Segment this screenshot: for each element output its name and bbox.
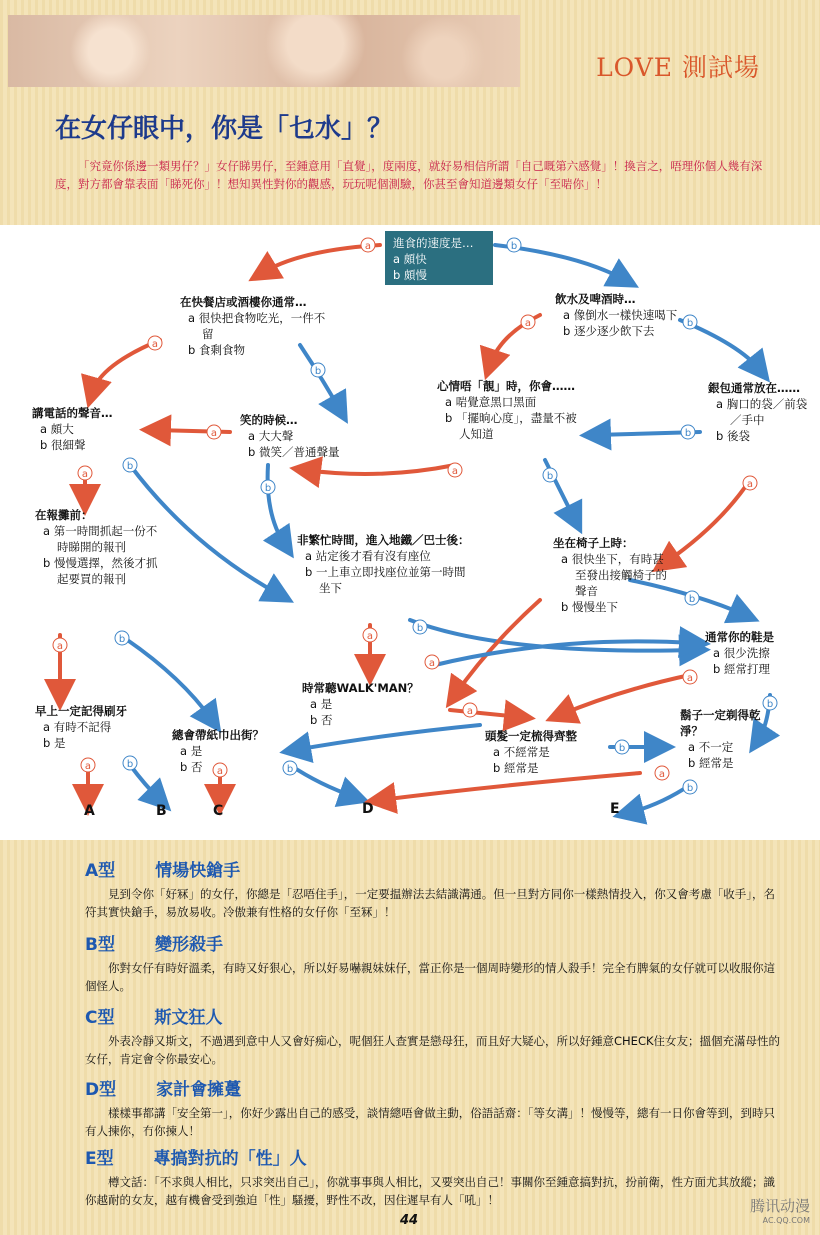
svg-text:a: a [81,469,89,480]
svg-text:a: a [364,241,372,252]
section-title: LOVE 測試場 [596,53,760,82]
svg-text:a: a [428,658,436,669]
svg-text:b: b [546,471,554,482]
svg-text:a: a [746,479,754,490]
svg-text:b: b [686,783,694,794]
result-letter-a: A [84,803,95,819]
svg-text:b: b [314,366,322,377]
question-mood: 心情唔「靚」時，你會…… a 啱覺意黑口黑面 b 「擺晌心度」，盡量不被人知道 [437,379,577,441]
svg-text:a: a [84,761,92,772]
page-number: 44 [400,1213,419,1228]
result-letter-c: C [213,803,224,819]
question-newsstand: 在報攤前： a 第一時間抓起一份不時睇開的報刊 b 慢慢選擇，然後才抓起要買的報刊 [35,508,158,586]
result-type-a: A型 情場快鎗手 見到令你「好冧」的女仔，你總是「忍唔住手」，一定要揾辦法去結識溝通。但一旦對方同你一樣熱情投入，你又會考慮「收手」，名符其實快鎗手，易放易收。冷傲兼有性格的女仔你「至冧」！ [85,861,775,919]
question-drink: 飲水及啤酒時… a 像倒水一樣快速喝下 b 逐少逐少飲下去 [555,292,678,338]
svg-text:b: b [264,483,272,494]
svg-text:a: a [216,766,224,777]
question-walkman: 時常聽WALK'MAN？ a 是 b 否 [302,681,419,727]
question-beard: 鬍子一定剃得乾淨？ a 不一定 b 經常是 [680,708,761,770]
svg-text:a: a [210,428,218,439]
svg-text:b: b [618,743,626,754]
svg-text:b: b [416,623,424,634]
question-brush: 早上一定記得刷牙 a 有時不記得 b 是 [35,704,127,750]
arrow-walkman-b [295,725,480,750]
question-start: 進食的速度是… a 頗快 b 頗慢 [385,231,493,285]
result-letter-e: E [610,801,620,817]
arrow-shoes-a [560,675,690,715]
svg-text:b: b [510,241,518,252]
arrow-beard-b [628,785,690,813]
svg-text:a: a [366,631,374,642]
question-laugh: 笑的時候… a 大大聲 b 微笑／普通聲量 [240,413,340,459]
arrow-walkman-link [435,641,695,665]
result-type-b: B型 變形殺手 你對女仔有時好溫柔，有時又好狠心，所以好易嚇親妹妹仔，當正你是一個周時變形的情人殺手！完全冇脾氣的女仔就可以收服你這個怪人。 [85,935,775,993]
svg-text:a: a [524,318,532,329]
svg-text:a: a [451,466,459,477]
svg-text:a: a [56,641,64,652]
watermark: 腾讯动漫 AC.QQ.COM [749,1197,810,1225]
arrow-brush-b [130,765,160,800]
svg-text:b: b [688,594,696,605]
svg-text:b: b [686,318,694,329]
arrow-wallet-a [665,480,750,563]
question-tissue: 總會帶紙巾出街？ a 是 b 否 [172,728,264,774]
svg-text:a: a [658,769,666,780]
intro-text: 「究竟你係邊一類男仔？」女仔睇男仔，至鍾意用「直覺」，度兩度，就好易相信所謂「自己嘅第六感覺」！換言之，唔理你個人幾有深度，對方都會靠表面「睇死你」！想知異性對你的觀感，玩玩呢個測驗，你甚至會知道邊類女仔「至啱你」！ [55,159,763,191]
svg-text:b: b [126,759,134,770]
svg-text:b: b [126,461,134,472]
question-phone: 講電話的聲音… a 頗大 b 很細聲 [32,406,113,452]
result-type-d: D型 家計會擁躉 樣樣事都講「安全第一」，你好少露出自己的感受，談情總唔會做主動，俗語話齋：「等女溝」！慢慢等，總有一日你會等到，到時只有人揀你，冇你揀人！ [85,1080,775,1138]
question-fastfood: 在快餐店或酒樓你通常… a 很快把食物吃光，一件不留 b 食剩食物 [180,295,326,357]
svg-text:b: b [286,764,294,775]
svg-text:a: a [151,339,159,350]
page-title: 在女仔眼中，你是「乜水」？ [55,114,394,144]
svg-text:a: a [686,673,694,684]
question-shoes: 通常你的鞋是 a 很少洗擦 b 經常打理 [705,630,774,676]
result-letter-b: B [156,803,167,819]
result-type-e: E型 專搞對抗的「性」人 樽文話：「不求與人相比，只求突出自己」，你就事事與人相比，又要突出自己！事關你至鍾意搞對抗，扮前衛，性方面尤其放縱；識你越耐的女友，越有機會受到強迫「性」騷擾，野性不改，因住遲早有人「吼」！ [85,1149,775,1207]
question-chair: 坐在椅子上時： a 很快坐下，有時甚至發出接觸椅子的聲音 b 慢慢坐下 [553,536,667,614]
question-wallet: 銀包通常放在…… a 胸口的袋／前袋／手中 b 後袋 [708,381,808,443]
arrow-laugh-b [268,465,285,545]
arrow-beard-a [380,773,640,800]
result-type-c: C型 斯文狂人 外表冷靜又斯文，不過遇到意中人又會好痴心，呢個狂人查實是戀母狂，而且好大疑心，所以好鍾意CHECK住女友；搵個充滿母性的女仔，肯定會令你最安心。 [85,1008,781,1066]
result-letter-d: D [362,801,374,817]
question-busy: 非繁忙時間，進入地鐵／巴士後： a 站定後才看有沒有座位 b 一上車立即找座位並第一時間坐下 [297,533,470,595]
question-hair: 頭髮一定梳得齊整 a 不經常是 b 經常是 [485,729,577,775]
svg-text:b: b [766,699,774,710]
svg-text:a: a [466,706,474,717]
roses-photo [8,15,520,87]
svg-text:b: b [118,634,126,645]
svg-text:b: b [684,428,692,439]
arrow-mood-a [305,465,455,474]
